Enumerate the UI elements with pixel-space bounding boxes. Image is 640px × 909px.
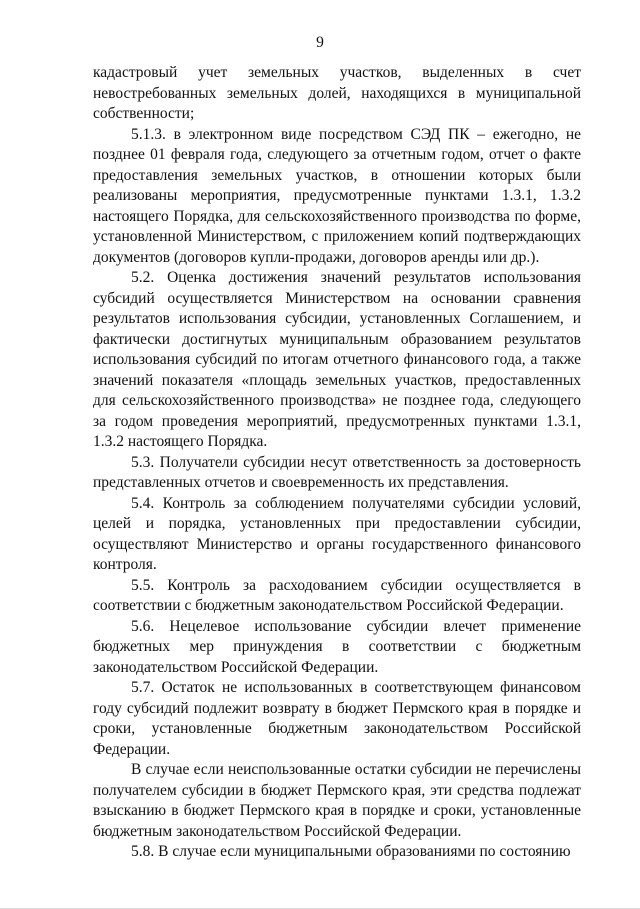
- document-body: [93, 63, 581, 863]
- paragraph-5-2: 5.2. Оценка достижения значений результатов использования субсидий осуществляется Министерством на основании сравнения результатов использования субсидии, установленных Соглашением, и фактически достигнутых муниципальным образованием результатов использования субсидий по итогам отчетного финансового года, а также значений показателя «площадь земельных участков, предоставленных для сельскохозяйственного производства» не позднее года, следующего за годом проведения мероприятий, предусмотренных пунктами 1.3.1, 1.3.2 настоящего Порядка.: [93, 269, 581, 450]
- paragraph-5-8: 5.8. В случае если муниципальными образованиями по состоянию: [131, 843, 571, 860]
- paragraph-5-7: 5.7. Остаток не использованных в соответствующем финансовом году субсидий подлежит возврату в бюджет Пермского края в порядке и сроки, установленные бюджетным законодательством Российской Федерации.: [93, 679, 581, 758]
- paragraph-5-6: 5.6. Нецелевое использование субсидии влечет применение бюджетных мер принуждения в соответствии с бюджетным законодательством Российской Федерации.: [93, 617, 581, 676]
- paragraph-5-1-3: 5.1.3. в электронном виде посредством СЭД ПК – ежегодно, не позднее 01 февраля года, следующего за отчетным годом, отчет о факте предоставления земельных участков, в отношении которых были реализованы мероприятия, предусмотренные пунктами 1.3.1, 1.3.2 настоящего Порядка, для сельскохозяйственного производства по форме, установленной Министерством, с приложением копий подтверждающих документов (договоров купли-продажи, договоров аренды или др.).: [93, 125, 581, 266]
- paragraph-continuation: кадастровый учет земельных участков, выделенных в счет невостребованных земельных долей, находящихся в муниципальной собственности;: [93, 64, 581, 122]
- paragraph-unused-balance: В случае если неиспользованные остатки субсидии не перечислены получателем субсидии в бюджет Пермского края, эти средства подлежат взысканию в бюджет Пермского края в порядке и сроки, установленные бюджетным законодательством Российской Федерации.: [93, 761, 581, 840]
- page-number: 9: [316, 34, 324, 51]
- paragraph-5-5: 5.5. Контроль за расходованием субсидии осуществляется в соответствии с бюджетным законодательством Российской Федерации.: [93, 576, 581, 614]
- paragraph-5-3: 5.3. Получатели субсидии несут ответственность за достоверность представленных отчетов и своевременность их представления.: [93, 453, 581, 491]
- paragraph-5-4: 5.4. Контроль за соблюдением получателями субсидии условий, целей и порядка, установленных при предоставлении субсидии, осуществляют Министерство и органы государственного финансового контроля.: [93, 494, 581, 573]
